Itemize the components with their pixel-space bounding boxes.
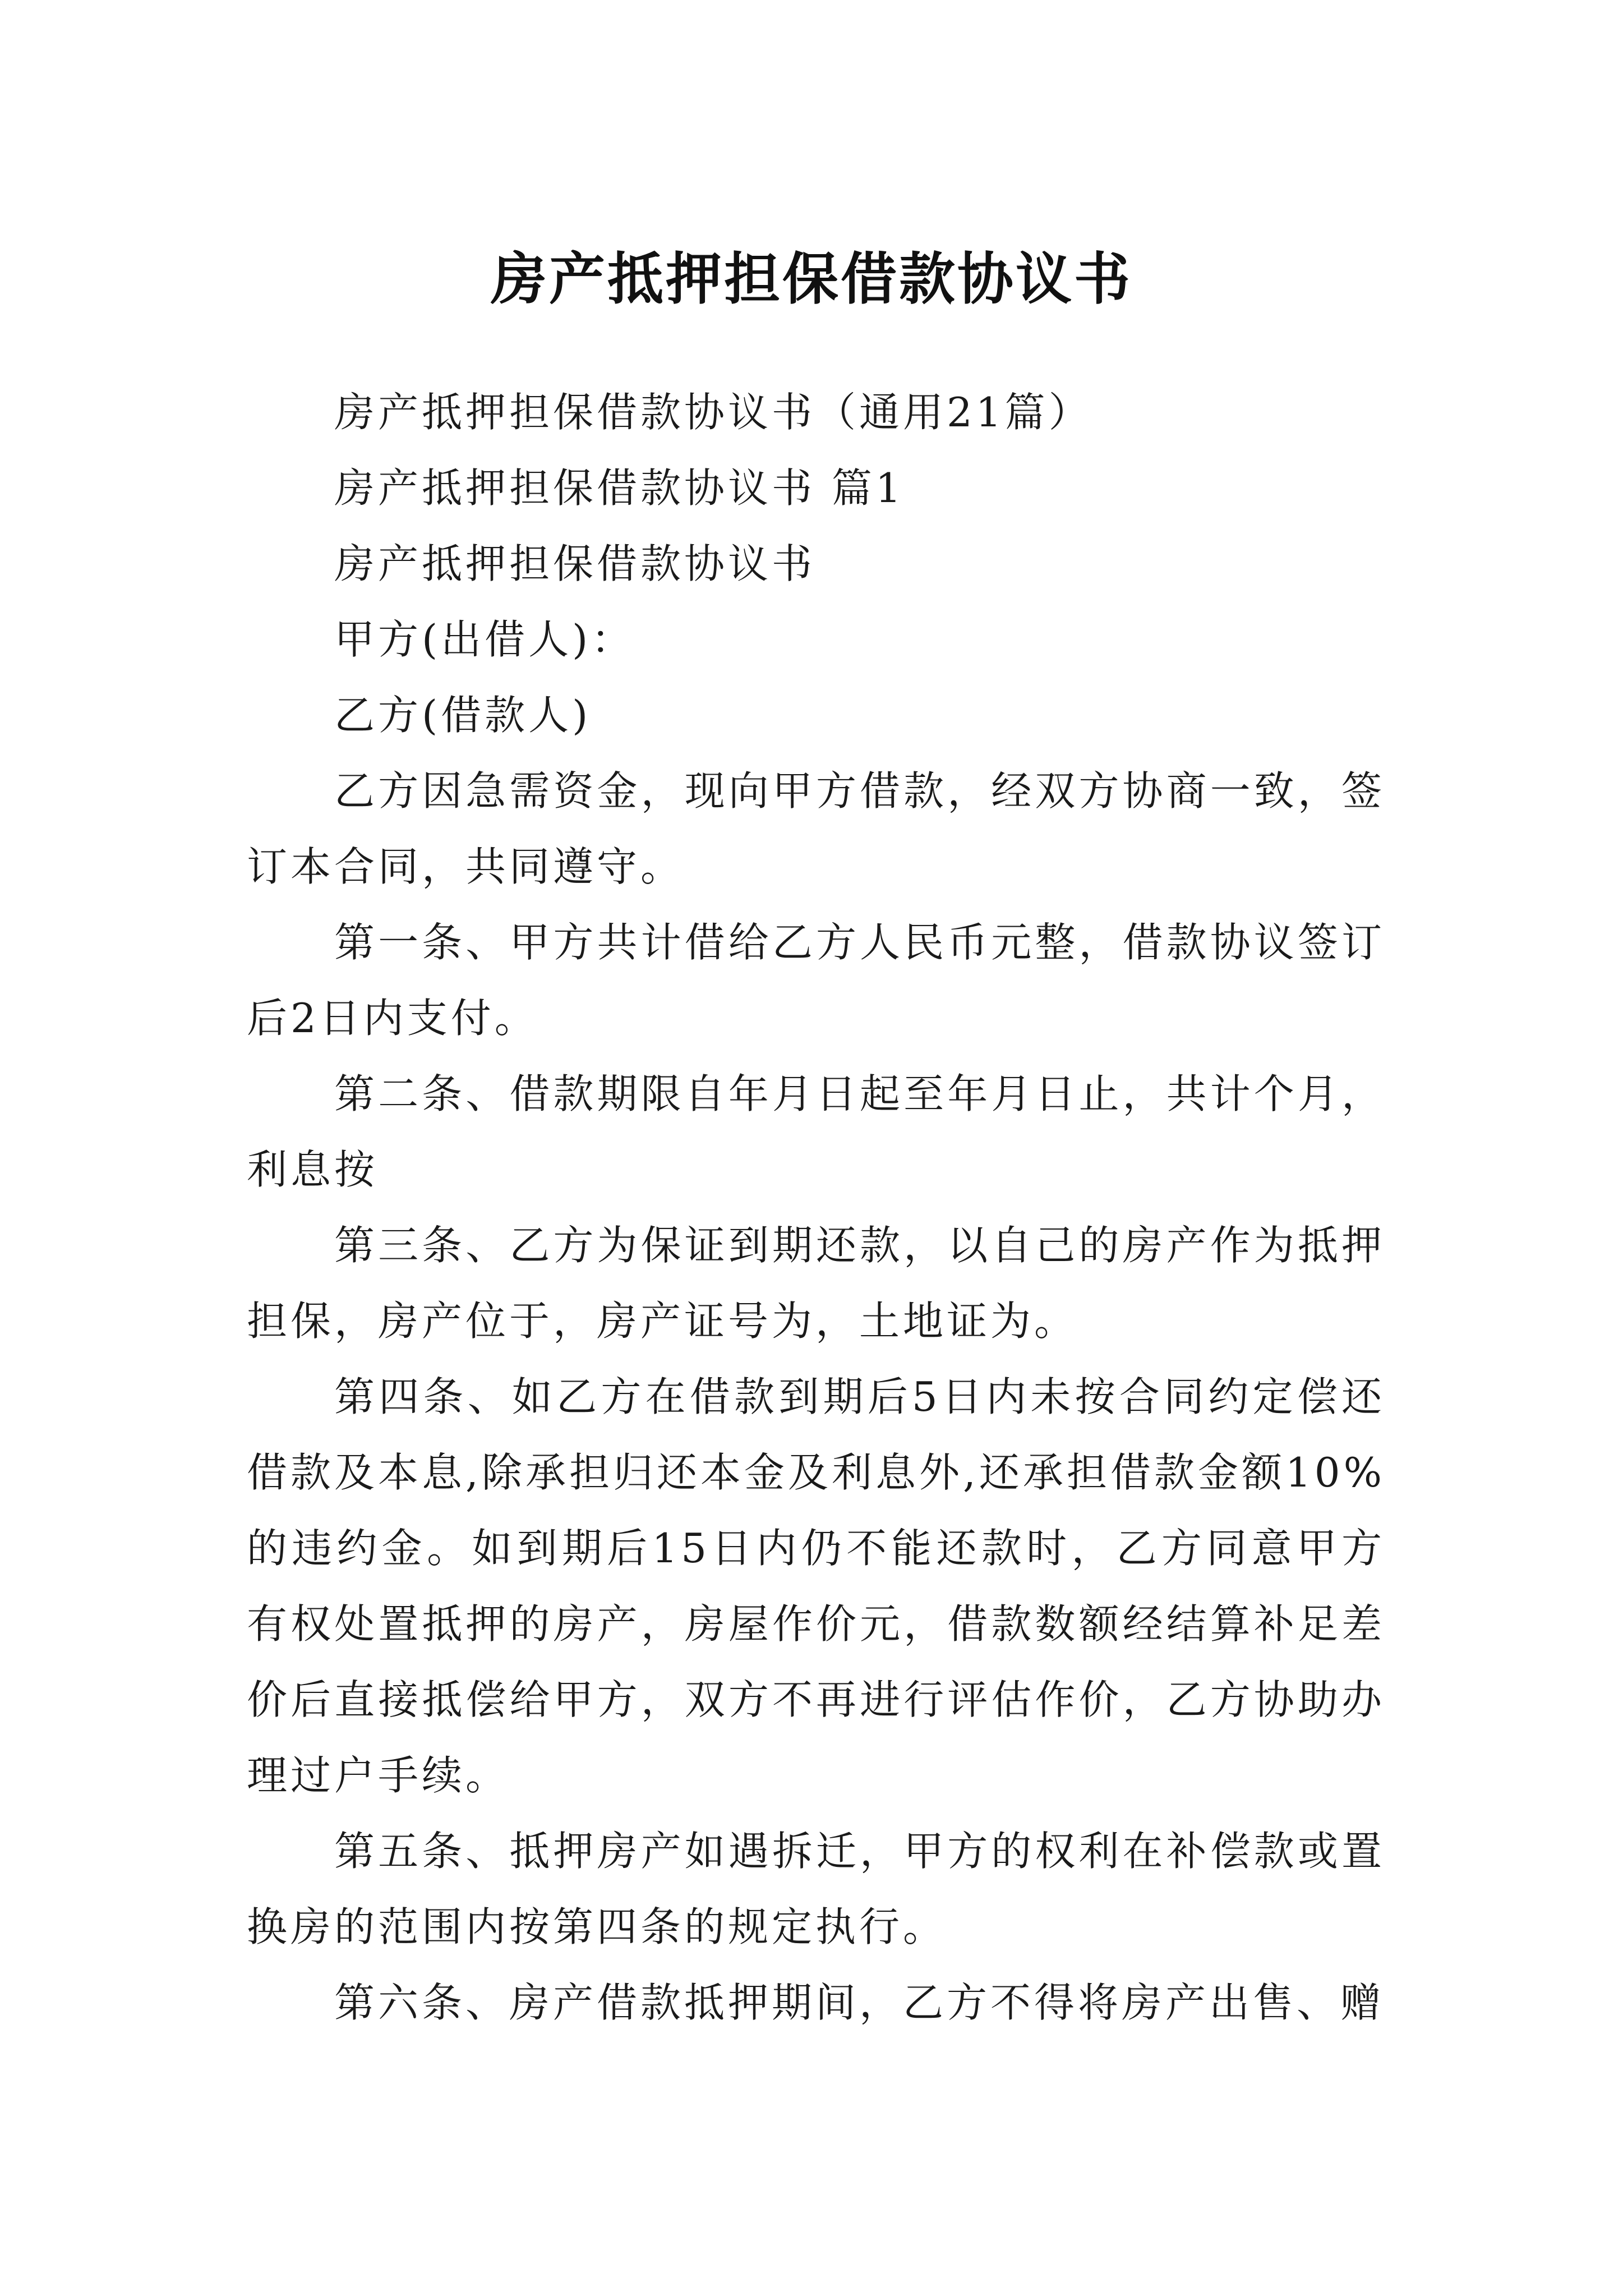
article-3: 第三条、乙方为保证到期还款，以自己的房产作为抵押担保，房产位于，房产证号为，土地证为。 xyxy=(247,1222,1385,1345)
article-5: 第五条、抵押房产如遇拆迁，甲方的权利在补偿款或置换房的范围内按第四条的规定执行。 xyxy=(247,1828,1385,1950)
document-body xyxy=(247,375,1385,2041)
article-1: 第一条、甲方共计借给乙方人民币元整，借款协议签订后2日内支付。 xyxy=(247,919,1385,1042)
article-2: 第二条、借款期限自年月日起至年月日止，共计个月，利息按 xyxy=(247,1070,1385,1193)
article-4: 第四条、如乙方在借款到期后5日内未按合同约定偿还借款及本息,除承担归还本金及利息外,还承担借款金额10%的违约金。如到期后15日内仍不能还款时，乙方同意甲方有权处置抵押的房产，房屋作价元，借款数额经结算补足差价后直接抵偿给甲方，双方不再进行评估作价，乙方协助办理过户手续。 xyxy=(247,1373,1385,1799)
preamble-paragraph: 乙方因急需资金，现向甲方借款，经双方协商一致，签订本合同，共同遵守。 xyxy=(247,767,1385,890)
party-b-line: 乙方(借款人) xyxy=(334,692,592,739)
section-heading: 房产抵押担保借款协议书 篇1 xyxy=(334,464,905,512)
document-title: 房产抵押担保借款协议书 xyxy=(491,246,1132,312)
article-6: 第六条、房产借款抵押期间，乙方不得将房产出售、赠 xyxy=(334,1979,1385,2026)
party-a-line: 甲方(出借人)： xyxy=(334,616,635,663)
agreement-heading: 房产抵押担保借款协议书 xyxy=(334,540,816,587)
subtitle-paragraph: 房产抵押担保借款协议书（通用21篇） xyxy=(334,389,1092,436)
